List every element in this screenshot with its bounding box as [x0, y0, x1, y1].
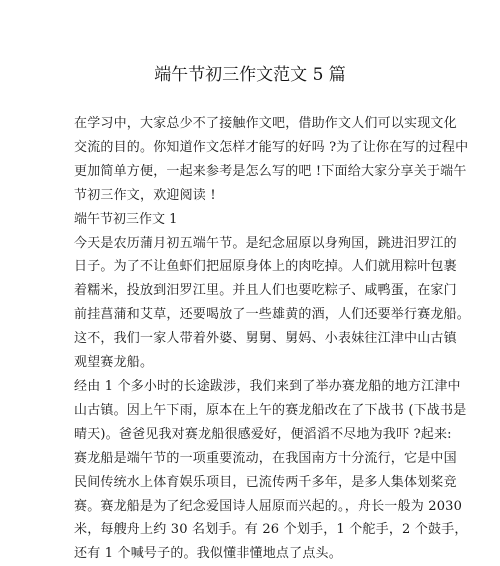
paragraph-line: 赛龙船是端午节的一项重要流动，在我国南方十分流行，它是中国	[74, 450, 457, 466]
intro-paragraph	[74, 112, 469, 208]
paragraph-line: 经由 1 个多小时的长途跋涉，我们来到了举办赛龙船的地方江津中	[74, 378, 461, 394]
paragraph-line: 赛。赛龙船是为了纪念爱国诗人屈原而兴起的。，舟长一般为 2030	[74, 498, 463, 514]
paragraph-line: 还有 1 个喊号子的。我似懂非懂地点了点头。	[74, 546, 342, 562]
intro-line: 在学习中，大家总少不了接触作文吧，借助作文人们可以实现文化	[74, 116, 457, 131]
paragraph-line: 观望赛龙船。	[74, 355, 154, 371]
intro-line: 更加简单方便，一起来参考是怎么写的吧 !下面给大家分享关于端午	[74, 163, 467, 179]
paragraph-line: 民间传统水上体育娱乐项目，已流传两千多年，是多人集体划桨竞	[74, 474, 457, 490]
paragraph-line: 晴天)。爸爸见我对赛龙船很感爱好，便滔滔不尽地为我吓 ?起来:	[74, 426, 452, 442]
document-body	[74, 112, 471, 566]
document-title: 端午节初三作文范文 5 篇	[154, 65, 346, 85]
paragraph-line: 前挂菖蒲和艾草，还要喝放了一些雄黄的酒，人们还要举行赛龙船。	[74, 307, 471, 323]
paragraph-2	[74, 375, 468, 566]
intro-line: 交流的目的。你知道作文怎样才能写的好吗 ?为了让你在写的过程中	[74, 139, 469, 155]
paragraph-line: 这不，我们一家人带着外婆、舅舅、舅妈、小表妹往江津中山古镇	[74, 331, 457, 347]
section-heading: 端午节初三作文 1	[74, 211, 178, 227]
intro-line: 节初三作文，欢迎阅读 !	[74, 187, 216, 203]
paragraph-line: 今天是农历蒲月初五端午节。是纪念屈原以身殉国，跳进汨罗江的	[74, 235, 457, 251]
paragraph-line: 着糯米，投放到汨罗江里。并且人们也要吃粽子、咸鸭蛋，在家门	[74, 283, 457, 299]
paragraph-line: 日子。为了不让鱼虾们把屈原身体上的肉吃掉。人们就用粽叶包裹	[74, 259, 457, 275]
paragraph-1	[74, 232, 471, 375]
paragraph-line: 山古镇。因上午下雨，原本在上午的赛龙船改在了下战书 (下战书是	[74, 402, 467, 418]
paragraph-line: 米，每艘舟上约 30 名划手。有 26 个划手，1 个舵手，2 个鼓手，	[74, 522, 468, 538]
